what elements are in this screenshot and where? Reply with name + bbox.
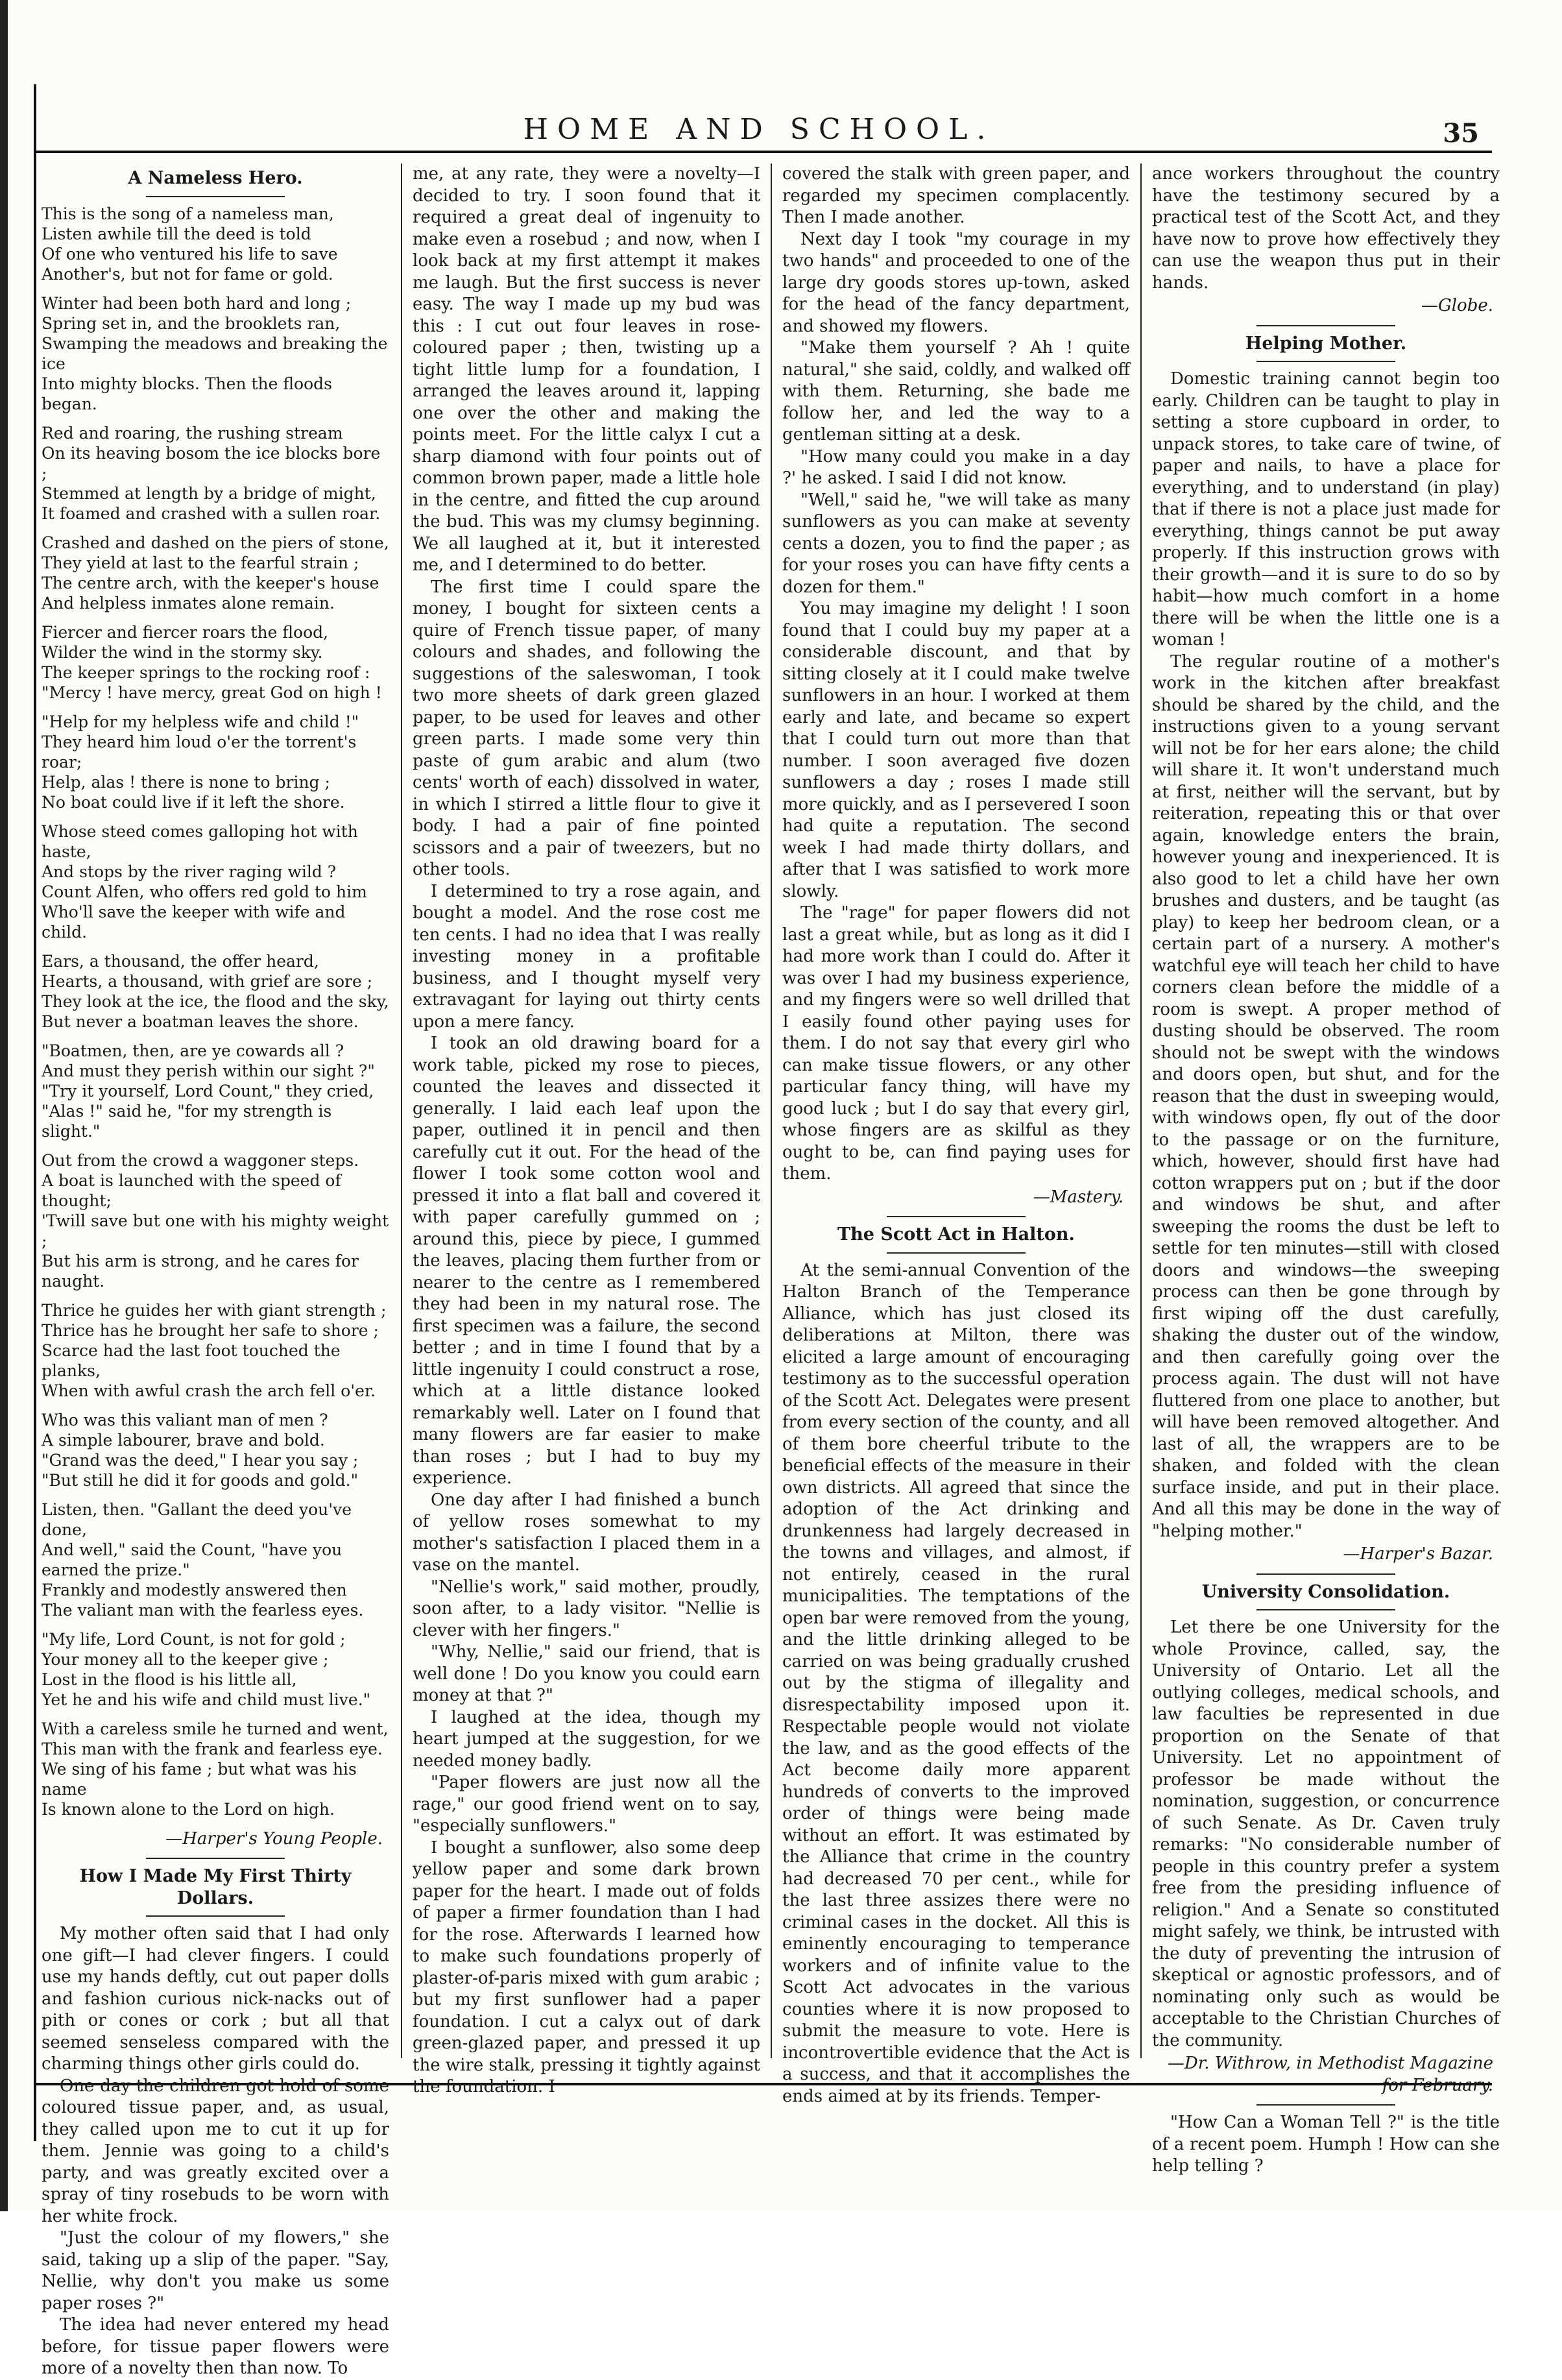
article-paragraph: I laughed at the idea, though my heart jumped at the suggestion, for we needed money badly.: [413, 1707, 760, 1771]
column-1: [42, 164, 389, 2378]
poem-stanza: "My life, Lord Count, is not for gold ; Your money all to the keeper give ; Lost in the flood is his little all, Yet he and his wife and child must live.": [42, 1629, 371, 1709]
article-paragraph: "Nellie's work," said mother, proudly, soon after, to a lady visitor. "Nellie is clever with her fingers.": [413, 1577, 760, 1640]
poem-stanza: Thrice he guides her with giant strength ; Thrice has he brought her safe to shore ; Scarce had the last foot touched the planks, When with awful crash the arch fell o'er.: [42, 1300, 387, 1400]
poem-stanza: Crashed and dashed on the piers of stone, They yield at last to the fearful strain ; The centre arch, with the keeper's house And helpless inmates alone remain.: [42, 533, 389, 613]
article-paragraph: The idea had never entered my head before, for tissue paper flowers were more of a novelty then than now. To: [42, 2315, 389, 2378]
article-paragraph: I bought a sunflower, also some deep yellow paper and some dark brown paper for the heart. I made out of folds of paper a firmer foundation than I had for the rose. Afterwards I learned how to make such foundations properly of plaster-of-paris mixed with gum arabic ; but my first sunflower had a paper foundation. I cut a calyx out of dark green-glazed paper, and pressed it up the wire stalk, pressing it tightly against the foundation. I: [413, 1838, 760, 2096]
article-paragraph: The first time I could spare the money, I bought for sixteen cents a quire of French tissue paper, of many colours and shades, and following the suggestions of the saleswoman, I took two more sheets of dark green glazed paper, to be used for leaves and other green parts. I made some very thin paste of gum arabic and alum (two cents' worth of each) dissolved in water, in which I stirred a little flour to give it body. I had a pair of fine pointed scissors and a pair of tweezers, but no other tools.: [413, 577, 760, 879]
article-paragraph: At the semi-annual Convention of the Halton Branch of the Temperance Alliance, which has just closed its deliberations at Milton, there was elicited a large amount of encouraging testimony as to the successful operation of the Scott Act. Delegates were present from every section of the county, and all of them bore cheerful tribute to the beneficial effects of the measure in their own districts. All agreed that since the adoption of the Act drinking and drunkenness had largely decreased in the towns and villages, and almost, if not entirely, ceased in the rural municipalities. The temptations of the open bar were removed from the young, and the little drinking alleged to be carried on was being gradually crushed out by the stigma of illegality and disrespectability imposed upon it. Respectable people would not violate the law, and as the good effects of the Act become daily more apparent hundreds of converts to the improved order of things were being made without an effort. It was estimated by the Alliance that crime in the country had decreased 70 per cent., while for the last three assizes there were no criminal cases in the docket. All this is eminently encouraging to temperance workers and of infinite value to the Scott Act advocates in the various counties where it is now proposed to submit the measure to vote. Here is incontrovertible evidence that the Act is a success, and that it accomplishes the ends aimed at by its friends. Temper-: [782, 1260, 1130, 2106]
article-paragraph: One day after I had finished a bunch of yellow roses somewhat to my mother's satisfaction I placed them in a vase on the mantel.: [413, 1490, 760, 1575]
poem-stanza: Listen, then. "Gallant the deed you've done, And well," said the Count, "have you earned the prize." Frankly and modestly answered then The valiant man with the fearless eyes.: [42, 1500, 364, 1620]
article-separator: [146, 1858, 285, 1859]
article-paragraph: "How Can a Woman Tell ?" is the title of a recent poem. Humph ! How can she help telling ?: [1152, 2113, 1500, 2176]
masthead-title: HOME AND SCHOOL.: [523, 113, 995, 146]
article-paragraph: I took an old drawing board for a work table, picked my rose to pieces, counted the leaves and dissected it generally. I laid each leaf upon the paper, outlined it in pencil and then carefully cut it out. For the head of the flower I took some cotton wool and pressed it into a flat ball and covered it with paper carefully gummed on ; around this, piece by piece, I gummed the leaves, placing them further from or nearer to the centre as I remembered they had been in my natural rose. The first specimen was a failure, the second better ; and in time I found that by a little ingenuity I could construct a rose, which at a little distance looked remarkably well. Later on I found that many flowers are far easier to make than roses ; but I had to buy my experience.: [413, 1034, 760, 1488]
title-rule: [146, 196, 285, 197]
article-paragraph: My mother often said that I had only one gift—I had clever fingers. I could use my hands deftly, cut out paper dolls and fashion curious nick-nacks out of pith or cones or cork ; but all that seemed senseless compared with the charming things other girls could do.: [42, 1924, 389, 2074]
article-paragraph: covered the stalk with green paper, and regarded my specimen complacently. Then I made another.: [782, 164, 1130, 227]
article-paragraph: Let there be one University for the whole Province, called, say, the University of Ontario. Let all the outlying colleges, medical schools, and law faculties be represented in due proportion on the Senate of that University. Let no appointment of professor be made without the nomination, suggestion, or concurrence of such Senate. As Dr. Caven truly remarks: "No considerable number of people in this country prefer a system free from the presiding influence of religion." And a Senate so constituted might safely, we think, be intrusted with the duty of preventing the intrusion of skeptical or agnostic professors, and of nominating only such as would be acceptable to the Christian Churches of the community.: [1152, 1618, 1500, 2050]
title-rule: [146, 1915, 285, 1917]
article-credit: —Dr. Withrow, in Methodist Magazine for February.: [1167, 2054, 1493, 2095]
article-paragraph: ance workers throughout the country have the testimony secured by a practical test of the Scott Act, and they have now to prove how effectively they can use the weapon thus put in their hands.: [1152, 164, 1500, 293]
article-paragraph: "Why, Nellie," said our friend, that is well done ! Do you know you could earn money at that ?": [413, 1642, 760, 1705]
article-credit: —Harper's Young People.: [165, 1828, 383, 1849]
title-rule: [1256, 1609, 1395, 1610]
article-paragraph: "Paper flowers are just now all the rage," our good friend went on to say, "especially sunflowers.": [413, 1773, 760, 1836]
article-paragraph: "Just the colour of my flowers," she said, taking up a slip of the paper. "Say, Nellie, why don't you make us some paper roses ?": [42, 2228, 389, 2313]
title-rule: [887, 1252, 1026, 1254]
article-paragraph: I determined to try a rose again, and bought a model. And the rose cost me ten cents. I had no idea that I was really investing money in a profitable business, and I thought myself very extravagant for laying out thirty cents upon a mere fancy.: [413, 881, 760, 1032]
article-paragraph: One day the children got hold of some coloured tissue paper, and, as usual, they called upon me to cut it up for them. Jennie was going to a child's party, and was greatly excited over a spray of tiny rosebuds to be worn with her white frock.: [42, 2076, 389, 2226]
poem-stanza: Fiercer and fiercer roars the flood, Wilder the wind in the stormy sky. The keeper springs to the rocking roof : "Mercy ! have mercy, great God on high !: [42, 622, 382, 702]
poem-stanza: This is the song of a nameless man, Listen awhile till the deed is told Of one who ventured his life to save Another's, but not for fame or gold.: [42, 204, 338, 284]
article-separator: [1256, 2104, 1395, 2106]
poem-stanza: "Boatmen, then, are ye cowards all ? And must they perish within our sight ?" "Try it yourself, Lord Count," they cried, "Alas !" said he, "for my strength is slight.": [42, 1041, 375, 1141]
column-rule-1: [401, 164, 402, 2058]
poem-stanza: Who was this valiant man of men ? A simple labourer, brave and bold. "Grand was the deed," I hear you say ; "But still he did it for goods and gold.": [42, 1410, 359, 1490]
article-paragraph: "How many could you make in a day ?' he asked. I said I did not know.: [782, 446, 1130, 488]
poem-stanza: "Help for my helpless wife and child !" They heard him loud o'er the torrent's roar; Help, alas ! there is none to bring ; No boat could live if it left the shore.: [42, 712, 359, 812]
column-rule-3: [1140, 164, 1142, 2058]
page-frame-left: [34, 84, 36, 2141]
article-paragraph: The "rage" for paper flowers did not last a great while, but as long as it did I had more work than I could do. After it was over I had my business experience, and my fingers were so well drilled that I easily found other paying uses for them. I do not say that every girl who can make tissue flowers, or any other particular fancy thing, will have my good luck ; but I do say that every girl, whose fingers are as skilful as they ought to be, can find paying uses for them.: [782, 903, 1130, 1184]
title-rule: [1256, 361, 1395, 362]
article-title-first-thirty-dollars: How I Made My First Thirty Dollars.: [79, 1866, 352, 1908]
poem-stanza: Ears, a thousand, the offer heard, Hearts, a thousand, with grief are sore ; They look at the ice, the flood and the sky, But never a boatman leaves the shore.: [42, 951, 389, 1031]
article-separator: [1256, 1573, 1395, 1575]
poem-stanza: With a careless smile he turned and went, This man with the frank and fearless eye. We sing of his fame ; but what was his name Is known alone to the Lord on high.: [42, 1719, 389, 1819]
poem-stanza: Red and roaring, the rushing stream On its heaving bosom the ice blocks bore ; Stemmed at length by a bridge of might, It foamed and crashed with a sullen roar.: [42, 423, 381, 523]
article-credit: —Harper's Bazar.: [1343, 1544, 1493, 1564]
column-4: [1152, 164, 1500, 2176]
poem-stanza: Out from the crowd a waggoner steps. A boat is launched with the speed of thought; 'Twill save but one with his mighty weight ; But his arm is strong, and he cares for naught.: [42, 1150, 389, 1291]
header-rule: [34, 151, 1492, 153]
poem-stanza: Whose steed comes galloping hot with haste, And stops by the river raging wild ? Count Alfen, who offers red gold to him Who'll save the keeper with wife and child.: [42, 821, 367, 941]
column-3: [782, 164, 1130, 2106]
article-title-scott-act: The Scott Act in Halton.: [837, 1224, 1075, 1245]
article-separator: [1256, 325, 1395, 326]
page-header: [39, 109, 1479, 151]
column-rule-2: [771, 164, 772, 2058]
article-paragraph: "Make them yourself ? Ah ! quite natural," she said, coldly, and walked off with them. Returning, she bade me follow her, and led the way to a gentleman sitting at a desk.: [782, 338, 1130, 444]
article-paragraph: The regular routine of a mother's work in the kitchen after breakfast should be shared by the child, and the instructions given to a young servant will not be for her ears alone; the child will share it. It won't understand much at first, neither will the servant, but by reiteration, repeating this or that over again, knowledge enters the brain, however young and inexperienced. It is also good to let a child have her own brushes and dusters, and be taught (as play) to keep her bedroom clean, or a certain part of a nursery. A mother's watchful eye will teach her child to have corners clean before the middle of a room is swept. A proper method of dusting should be observed. The room should not be swept with the windows and doors open, but shut, and for the reason that the dust in sweeping would, with windows open, fly out of the door to the passage or on the furniture, which, however, should first have had cotton wrappers put on ; but if the door and windows be shut, and after sweeping the rooms the dust be left to settle for ten minutes—still with closed doors and windows—the sweeping process can then be gone through by first wiping off the dust carefully, shaking the duster out of the window, and then carefully going over the process again. The dust will not have fluttered from one place to another, but will have been removed altogether. And last of all, the wrappers are to be shaken, and folded with the clean surface inside, and put in their place. And all this may be done in the way of "helping mother.": [1152, 651, 1500, 1541]
article-paragraph: Next day I took "my courage in my two hands" and proceeded to one of the large dry goods stores up-town, asked for the head of the fancy department, and showed my flowers.: [782, 229, 1130, 336]
article-paragraph: You may imagine my delight ! I soon found that I could buy my paper at a considerable discount, and that by sitting closely at it I could make twelve sunflowers in an hour. I worked at them early and late, and became so expert that I could turn out more than that number. I soon averaged five dozen sunflowers a day ; roses I made still more quickly, and as I persevered I soon had quite a reputation. The second week I had made thirty dollars, and after that I was satisfied to work more slowly.: [782, 599, 1130, 901]
article-title-helping-mother: Helping Mother.: [1245, 333, 1407, 354]
article-credit: —Globe.: [1421, 296, 1493, 315]
poem-stanza: Winter had been both hard and long ; Spring set in, and the brooklets ran, Swamping the meadows and breaking the ice Into mighty blocks. Then the floods began.: [42, 293, 388, 413]
page-number: 35: [1443, 118, 1479, 149]
article-title-nameless-hero: A Nameless Hero.: [128, 168, 303, 188]
scan-edge: [0, 0, 8, 2211]
article-paragraph: me, at any rate, they were a novelty—I decided to try. I soon found that it required a great deal of ingenuity to make even a rosebud ; and now, when I look back at my first attempt it makes me laugh. But the first success is never easy. The way I made up my bud was this : I cut out four leaves in rose-coloured paper ; then, twisting up a tight little lump for a foundation, I arranged the leaves around it, lapping one over the other and making the points meet. For the little calyx I cut a sharp diamond with four points out of common brown paper, made a little hole in the centre, and fitted the cup around the bud. This was my clumsy beginning. We all laughed at it, but it interested me, and I determined to do better.: [413, 164, 760, 575]
column-2: [413, 164, 760, 2096]
article-paragraph: "Well," said he, "we will take as many sunflowers as you can make at seventy cents a dozen, you to find the paper ; as for your roses you can have fifty cents a dozen for them.": [782, 490, 1130, 597]
article-credit: —Mastery.: [1033, 1187, 1123, 1207]
article-separator: [887, 1216, 1026, 1217]
article-paragraph: Domestic training cannot begin too early. Children can be taught to play in setting a store cupboard in order, to unpack stores, to take care of twine, of paper and nails, to have a place for everything, and to understand (in play) that if there is not a place just made for everything, things cannot be put away properly. If this instruction grows with their growth—and it is sure to do so by habit—how much comfort in a home there will be when the little one is a woman !: [1152, 369, 1500, 650]
article-title-university: University Consolidation.: [1201, 1581, 1450, 1602]
